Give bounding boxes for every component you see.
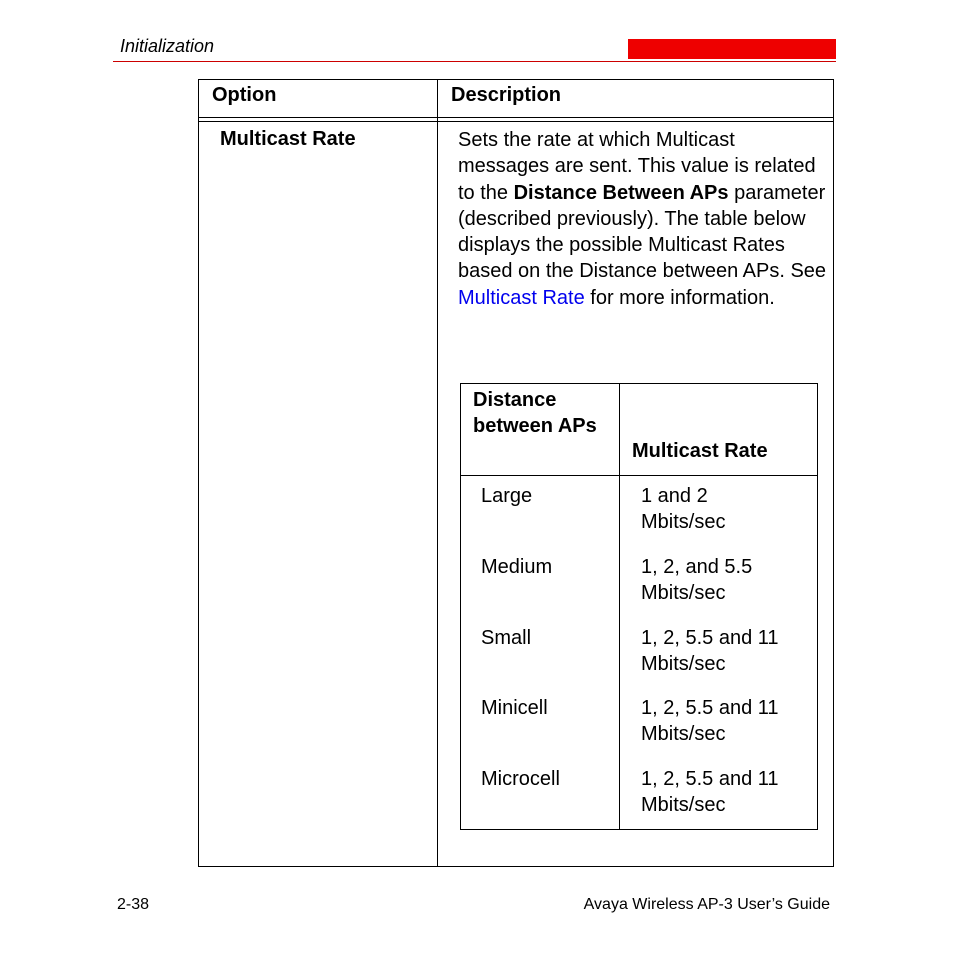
inner-header-distance: Distance between APs bbox=[473, 389, 597, 438]
description-text-1: Sets the rate at which Multicast messages are sent. This value is related to the bbox=[458, 129, 816, 204]
multicast-rate-link[interactable]: Multicast Rate bbox=[458, 286, 585, 309]
rate-unit: Mbits/sec bbox=[641, 582, 726, 605]
rate-cell bbox=[641, 695, 811, 748]
page-number: 2-38 bbox=[117, 896, 150, 913]
column-header-description: Description bbox=[451, 84, 562, 106]
header-accent-bar bbox=[628, 39, 836, 59]
rate-line: 1, 2, and 5.5 bbox=[641, 556, 753, 578]
distance-cell: Small bbox=[481, 627, 532, 649]
rate-line: 1, 2, 5.5 and 11 bbox=[641, 768, 779, 790]
rate-line: 1, 2, 5.5 and 11 bbox=[641, 697, 779, 719]
option-table-header-rule-double bbox=[198, 121, 834, 122]
distance-cell: Medium bbox=[481, 556, 553, 578]
header-rule bbox=[113, 61, 836, 62]
option-table-column-divider bbox=[437, 79, 438, 867]
distance-cell: Microcell bbox=[481, 768, 560, 790]
multicast-rate-table-divider bbox=[619, 383, 620, 830]
footer-doc-title: Avaya Wireless AP-3 User’s Guide bbox=[583, 896, 830, 913]
multicast-rate-table-header-rule bbox=[460, 475, 818, 476]
rate-unit: Mbits/sec bbox=[641, 653, 726, 676]
description-text-2: parameter (described previously). The table below displays the possible Multicast Rates based on the Distance between APs. See bbox=[458, 181, 827, 283]
description-bold-term: Distance Between APs bbox=[513, 181, 729, 204]
rate-cell bbox=[641, 483, 811, 536]
running-header-title: Initialization bbox=[120, 36, 215, 56]
inner-header-rate: Multicast Rate bbox=[632, 440, 768, 462]
column-header-option: Option bbox=[212, 84, 277, 106]
option-table-header-rule bbox=[198, 117, 834, 118]
rate-line: 1, 2, 5.5 and 11 bbox=[641, 627, 779, 649]
rate-unit: Mbits/sec bbox=[641, 511, 726, 534]
option-description bbox=[458, 127, 830, 311]
rate-line: 1 and 2 bbox=[641, 485, 708, 507]
option-name: Multicast Rate bbox=[220, 128, 356, 150]
rate-cell bbox=[641, 625, 811, 678]
distance-cell: Large bbox=[481, 485, 533, 507]
description-text-3: for more information. bbox=[584, 286, 775, 309]
rate-cell bbox=[641, 766, 811, 819]
rate-unit: Mbits/sec bbox=[641, 723, 726, 746]
distance-cell: Minicell bbox=[481, 697, 548, 719]
rate-cell bbox=[641, 554, 811, 607]
rate-unit: Mbits/sec bbox=[641, 794, 726, 817]
